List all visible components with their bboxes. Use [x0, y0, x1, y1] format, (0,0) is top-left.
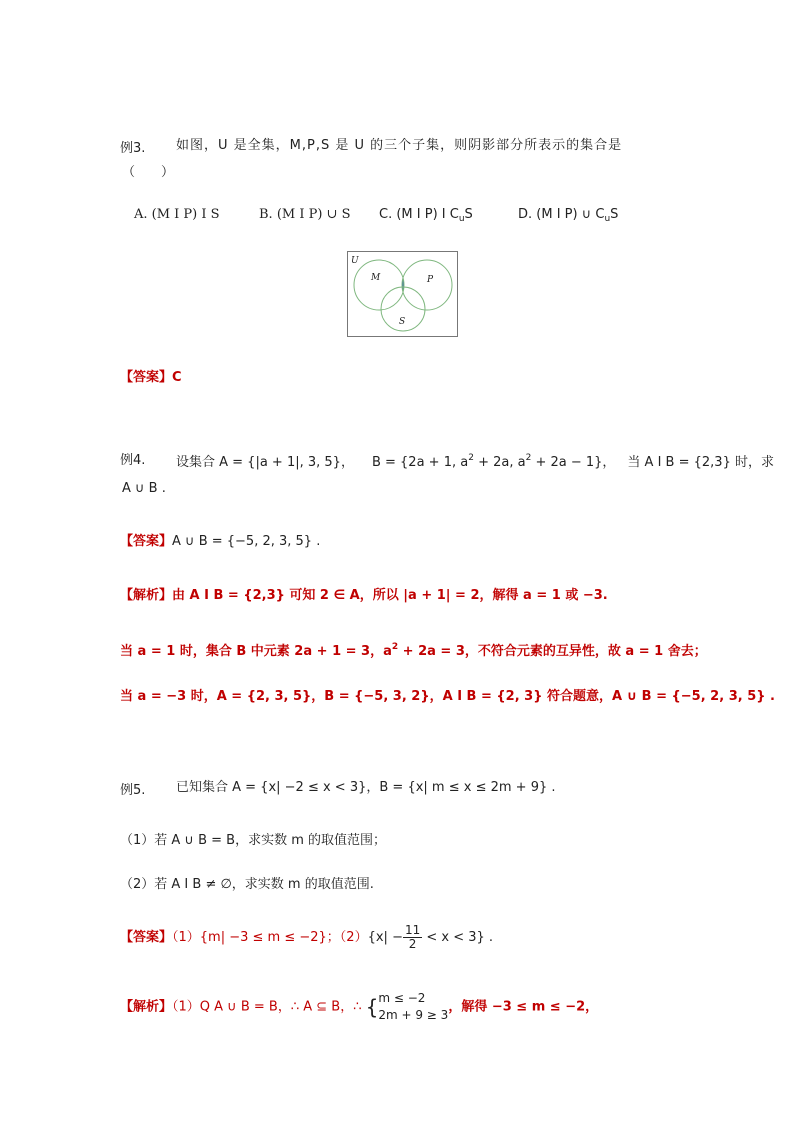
ex4-analysis-line2: 当 a = 1 时，集合 B 中元素 2a + 1 = 3，$a^2 + 2a = 3$，不符合元素的互异性，故 a = 1 舍去；	[120, 642, 707, 659]
ex5-answer: 【答案】（1）{m| −3 ≤ m ≤ −2}；（2）{x| − $\frac{11}{2}$ < x < 3} .	[120, 923, 494, 951]
inequality-system: {	[365, 994, 379, 1019]
ex5-stem: 已知集合 A = {x| −2 ≤ x < 3}，B = {x| m ≤ x ≤ 2m + 9} .	[176, 780, 556, 795]
venn-circle-p	[402, 260, 452, 310]
ex3-option-c: C. (M I P) I $C_uS$	[379, 207, 473, 224]
ex3-stem-line2: （ ）	[122, 165, 175, 180]
ex3-stem-line1: 如图，U 是全集，M,P,S 是 U 的三个子集，则阴影部分所表示的集合是	[176, 138, 623, 153]
venn-label-s: S	[399, 317, 406, 327]
ex3-option-b: B. (M I P) ∪ S	[259, 207, 351, 222]
venn-label-m: M	[371, 273, 381, 283]
ex5-label: 例5.	[120, 783, 146, 798]
venn-diagram	[347, 251, 459, 339]
venn-circle-m	[354, 260, 404, 310]
ex5-analysis-line1: 【解析】（1）Q A ∪ B = B，∴ A ⊆ B，∴ { m ≤ −2 2m + 9 ≥ 3 ，解得 −3 ≤ m ≤ −2，	[120, 991, 599, 1022]
fraction-11-over-2: $\frac{11}{2}$	[404, 923, 421, 951]
ex5-question-2: （2）若 A I B ≠ ∅，求实数 m 的取值范围.	[120, 877, 374, 892]
ex4-label: 例4.	[120, 453, 146, 468]
ex3-option-a: A. (M I P) I S	[134, 207, 220, 222]
venn-label-u: U	[351, 256, 359, 266]
ex3-option-d: D. (M I P) ∪ $C_uS$	[518, 207, 619, 224]
ex4-analysis-line3: 当 a = −3 时，A = {2, 3, 5}，B = {−5, 3, 2}，A I B = {2, 3} 符合题意，A ∪ B = {−5, 2, 3, 5} .	[120, 689, 775, 704]
ex3-label: 例3.	[120, 141, 146, 156]
ex4-stem-line2: A ∪ B .	[122, 481, 166, 496]
ex5-question-1: （1）若 A ∪ B = B，求实数 m 的取值范围；	[120, 833, 386, 848]
ex4-analysis-line1: 【解析】由 A I B = {2,3} 可知 2 ∈ A，所以 |a + 1| = 2，解得 a = 1 或 −3.	[120, 588, 608, 603]
venn-label-p: P	[427, 275, 434, 285]
ex4-stem-line1: 设集合 A = {|a + 1|, 3, 5}， B = {2a + 1, $a^2 + 2a$, $a^2 + 2a - 1$}， 当 A I B = {2,3} 时，求	[176, 453, 774, 470]
ex4-answer: 【答案】A ∪ B = {−5, 2, 3, 5} .	[120, 534, 321, 549]
ex3-answer: 【答案】C	[120, 370, 182, 385]
